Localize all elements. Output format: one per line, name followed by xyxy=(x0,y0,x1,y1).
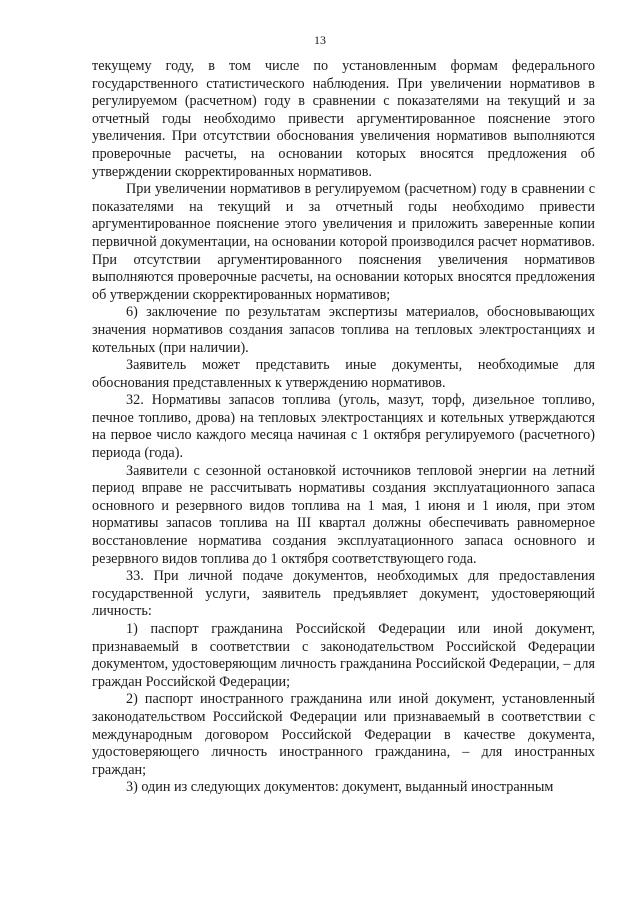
paragraph-6: Заявители с сезонной остановкой источников тепловой энергии на летний период вправе не рассчитывать нормативы создания эксплуатационного запаса основного и резервного видов топлива на 1 мая, 1 июня и 1 июля, при этом нормативы запасов топлива на III квартал должны обеспечивать равномерное восстановление норматива создания эксплуатационного запаса основного и резервного видов топлива до 1 октября соответствующего года. xyxy=(92,462,595,567)
paragraph-5: 32. Нормативы запасов топлива (уголь, мазут, торф, дизельное топливо, печное топливо, дрова) на тепловых электростанциях и котельных утверждаются на первое число каждого месяца начиная с 1 октября регулируемого (расчетного) периода (года). xyxy=(92,392,595,462)
paragraph-2: При увеличении нормативов в регулируемом (расчетном) году в сравнении с показателями на текущий и за отчетный годы необходимо привести аргументированное пояснение этого увеличения и приложить заверенные копии первичной документации, на основании которой производился расчет нормативов. При отсутствии аргументированного пояснения увеличения нормативов выполняются проверочные расчеты, на основании которых вносятся предложения об утверждении скорректированных нормативов; xyxy=(92,181,595,303)
paragraph-9: 2) паспорт иностранного гражданина или иной документ, установленный законодательством Российской Федерации или признаваемый в соответствии с международным договором Российской Федерации в качестве документа, удостоверяющего личность иностранного гражданина, – для иностранных граждан; xyxy=(92,691,595,778)
page-number: 13 xyxy=(314,33,326,47)
paragraph-7: 33. При личной подаче документов, необходимых для предоставления государственной услуги, заявитель предъявляет документ, удостоверяющий личность: xyxy=(92,568,595,620)
paragraph-10: 3) один из следующих документов: документ, выданный иностранным xyxy=(126,779,554,796)
paragraph-8: 1) паспорт гражданина Российской Федерации или иной документ, признаваемый в соответствии с законодательством Российской Федерации документом, удостоверяющим личность гражданина Российской Федерации, – для граждан Российской Федерации; xyxy=(92,621,595,690)
paragraph-3: 6) заключение по результатам экспертизы материалов, обосновывающих значения нормативов создания запасов топлива на тепловых электростанциях и котельных (при наличии). xyxy=(92,304,595,356)
paragraph-4: Заявитель может представить иные документы, необходимые для обоснования представленных к утверждению нормативов. xyxy=(92,357,595,391)
paragraph-1: текущему году, в том числе по установленным формам федерального государственного статистического наблюдения. При увеличении нормативов в регулируемом (расчетном) году в сравнении с показателями на текущий и за отчетный годы необходимо привести аргументированное пояснение этого увеличения. При отсутствии обоснования увеличения нормативов выполняются проверочные расчеты, на основании которых вносятся предложения об утверждении скорректированных нормативов. xyxy=(92,58,595,180)
body-text xyxy=(92,58,595,797)
